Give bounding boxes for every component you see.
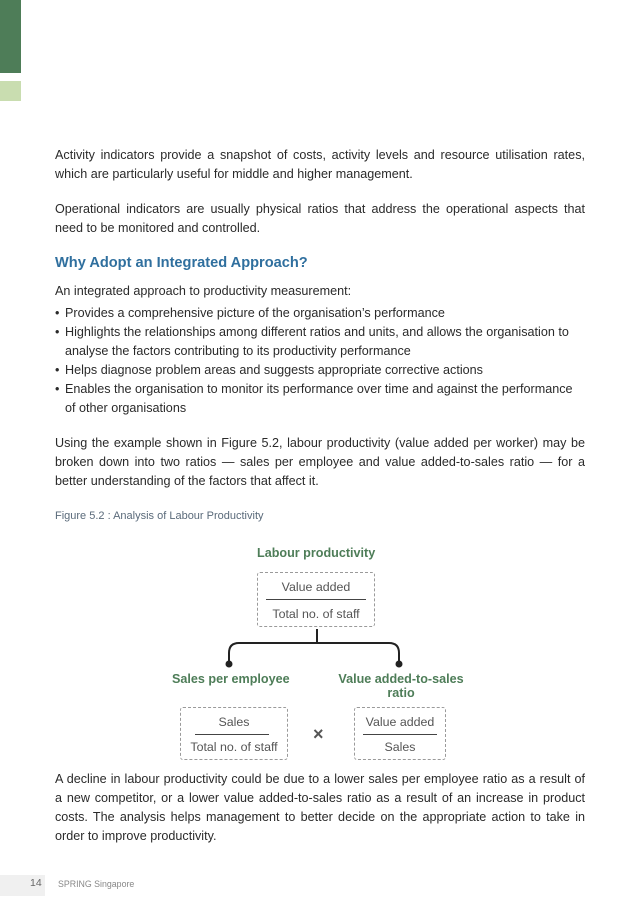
list-item: • Helps diagnose problem areas and suggests appropriate corrective actions (55, 361, 585, 380)
value-added-to-sales-title: Value added-to-sales ratio (338, 672, 464, 700)
value-added-to-sales-numerator: Value added (365, 715, 435, 729)
sales-per-employee-title: Sales per employee (172, 672, 290, 686)
sales-per-employee-numerator: Sales (218, 715, 250, 729)
chapter-tab-light (0, 81, 21, 101)
value-added-to-sales-box (354, 707, 446, 760)
list-item: • Highlights the relationships among different ratios and units, and allows the organisation to analyse the factors contributing to its productivity performance (55, 323, 585, 361)
section-heading: Why Adopt an Integrated Approach? (55, 255, 308, 271)
labour-productivity-box (257, 572, 375, 627)
sales-per-employee-box (180, 707, 288, 760)
example-paragraph: Using the example shown in Figure 5.2, labour productivity (value added per worker) may be broken down into two ratios — sales per employee and value added-to-sales ratio — for a better understanding of the factors that affect it. (55, 436, 585, 488)
productivity-diagram (150, 540, 480, 765)
list-item: • Provides a comprehensive picture of the organisation’s performance (55, 304, 585, 323)
benefits-list (55, 304, 585, 418)
fraction-bar (195, 734, 269, 735)
fraction-bar (266, 599, 366, 600)
labour-productivity-denominator: Total no. of staff (272, 607, 360, 621)
sales-per-employee-denominator: Total no. of staff (190, 740, 278, 754)
labour-productivity-title: Labour productivity (257, 546, 376, 560)
value-added-to-sales-denominator: Sales (384, 740, 416, 754)
left-node-dot (226, 661, 233, 668)
main-content (55, 146, 585, 526)
multiply-icon: × (313, 724, 324, 744)
chapter-tab-dark (0, 0, 21, 73)
fraction-bar (363, 734, 437, 735)
operational-paragraph: Operational indicators are usually physical ratios that address the operational aspects that need to be monitored and controlled. (55, 202, 585, 235)
page-number: 14 (30, 877, 42, 889)
section-intro: An integrated approach to productivity measurement: (55, 284, 352, 298)
figure-caption: Figure 5.2 : Analysis of Labour Productivity (55, 510, 264, 522)
list-item: • Enables the organisation to monitor its performance over time and against the performance of other organisations (55, 380, 585, 418)
publisher-name: SPRING Singapore (58, 879, 135, 889)
closing-paragraph: A decline in labour productivity could be due to a lower sales per employee ratio as a result of a new competitor, or a lower value added-to-sales ratio as a result of an increase in product costs. The analysis helps management to better decide on the appropriate action to take in order to improve productivity. (55, 772, 585, 843)
activity-paragraph: Activity indicators provide a snapshot of costs, activity levels and resource utilisation rates, which are particularly useful for middle and higher management. (55, 148, 585, 181)
right-node-dot (396, 661, 403, 668)
labour-productivity-numerator: Value added (281, 580, 351, 594)
